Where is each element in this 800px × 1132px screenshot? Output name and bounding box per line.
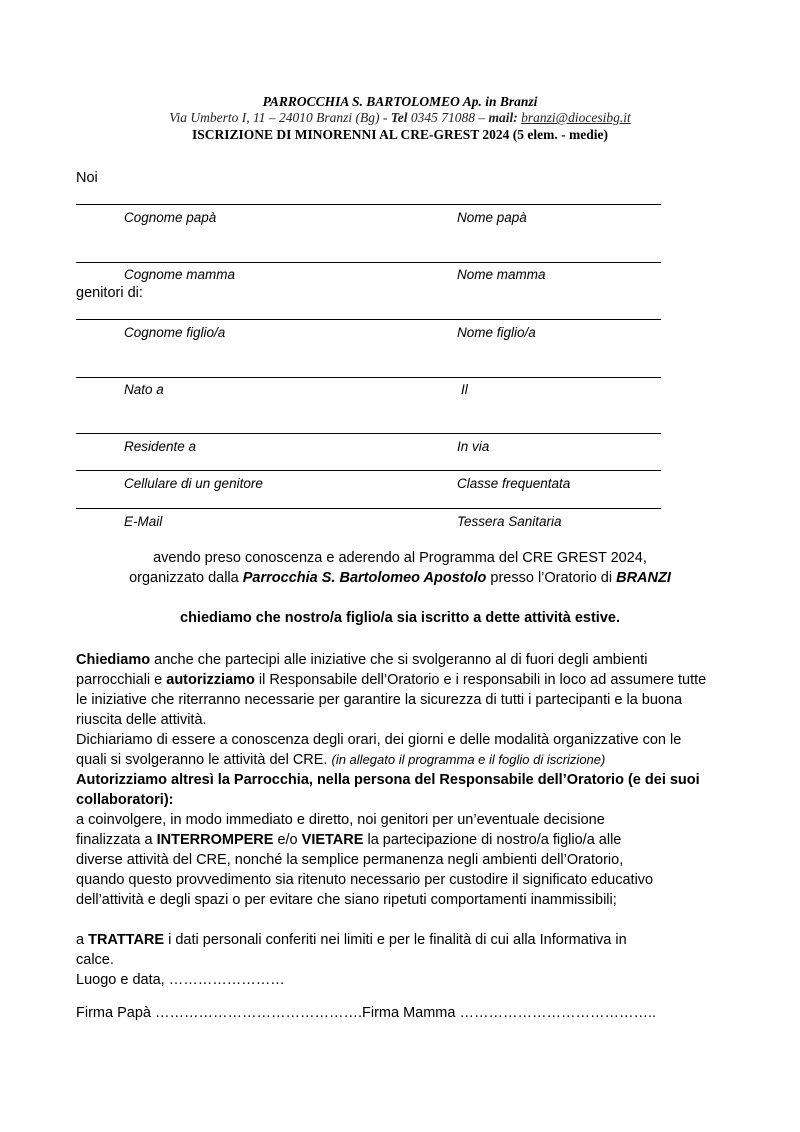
signature-line[interactable]: Firma Papà …………………………………….Firma Mamma ………………………………….. (76, 1005, 657, 1021)
bold-chiediamo: Chiediamo (76, 652, 151, 668)
parish-address (0, 110, 800, 126)
body-span: i dati personali conferiti nei limiti e per le finalità di cui alla Informativa in (164, 932, 627, 948)
input-line-cellulare[interactable] (76, 470, 661, 471)
email-link[interactable]: branzi@diocesibg.it (521, 110, 631, 125)
bold-trattare: TRATTARE (88, 932, 165, 948)
body-line (76, 830, 736, 850)
field-label-cellulare: Cellulare di un genitore (124, 476, 263, 491)
bold-vietare: VIETARE (301, 832, 364, 848)
attachment-note: (in allegato il programma e il foglio di iscrizione) (331, 752, 606, 767)
field-label-tessera: Tessera Sanitaria (457, 514, 562, 529)
field-label-in-via: In via (457, 439, 490, 454)
address-text: Via Umberto I, 11 – 24010 Branzi (Bg) - (169, 110, 391, 125)
place-date-field[interactable]: Luogo e data, …………………… (76, 972, 285, 988)
body-span: la partecipazione di nostro/a figlio/a alle (363, 832, 622, 848)
parish-name: Parrocchia S. Bartolomeo Apostolo (242, 570, 487, 586)
field-label-nato-a: Nato a (124, 382, 164, 397)
request-statement: chiediamo che nostro/a figlio/a sia iscritto a dette attività estive. (180, 610, 620, 626)
input-line-nascita[interactable] (76, 377, 661, 378)
body-span: parrocchiali e (76, 672, 167, 688)
body-line: quando questo provvedimento sia ritenuto necessario per custodire il significato educativo (76, 872, 654, 888)
input-line-papa[interactable] (76, 204, 661, 205)
field-label-residente-a: Residente a (124, 439, 197, 454)
field-label-nome-mamma: Nome mamma (457, 267, 546, 282)
intro-text-c: presso l’Oratorio di (486, 570, 617, 586)
body-span: e/o (273, 832, 302, 848)
body-line: collaboratori): (76, 792, 174, 808)
field-label-cognome-mamma: Cognome mamma (124, 267, 236, 282)
form-subtitle: ISCRIZIONE DI MINORENNI AL CRE-GREST 2024 (5 elem. - medie) (191, 127, 609, 142)
body-line (76, 750, 736, 770)
field-label-cognome-figlio: Cognome figlio/a (124, 325, 226, 340)
body-line: diverse attività del CRE, nonché la semplice permanenza negli ambienti dell’Oratorio, (76, 852, 624, 868)
intro-text-a: organizzato dalla (129, 570, 243, 586)
town-name: BRANZI (616, 570, 671, 586)
body-line: le iniziative che riterranno necessarie per garantire la sicurezza di tutti i partecipanti e la buona (76, 692, 683, 708)
genitori-label: genitori di: (76, 285, 143, 301)
body-span: quali si svolgeranno le attività del CRE. (76, 752, 332, 768)
tel-label: Tel (390, 110, 408, 125)
input-line-residenza[interactable] (76, 433, 661, 434)
intro-line-2 (0, 570, 800, 586)
body-line: Autorizziamo altresì la Parrocchia, nella persona del Responsabile dell’Oratorio (e dei suoi (76, 772, 700, 788)
field-label-classe: Classe frequentata (457, 476, 571, 491)
tel-value: 0345 71088 – (407, 110, 489, 125)
body-line (76, 670, 736, 690)
body-span: finalizzata a (76, 832, 157, 848)
body-text (76, 650, 736, 990)
body-line: calce. (76, 952, 114, 968)
blank-line (76, 910, 736, 930)
body-span: il Responsabile dell’Oratorio e i responsabili in loco ad assumere tutte (254, 672, 707, 688)
input-line-figlio[interactable] (76, 319, 661, 320)
bold-interrompere: INTERROMPERE (156, 832, 274, 848)
field-label-nome-papa: Nome papà (457, 210, 527, 225)
body-line: riuscita delle attività. (76, 712, 207, 728)
mail-label: mail: (488, 110, 518, 125)
noi-label: Noi (76, 170, 98, 186)
field-label-nome-figlio: Nome figlio/a (457, 325, 536, 340)
body-line (76, 650, 736, 670)
field-label-cognome-papa: Cognome papà (124, 210, 217, 225)
body-line: a coinvolgere, in modo immediato e diretto, noi genitori per un’eventuale decisione (76, 812, 605, 828)
body-span: anche che partecipi alle iniziative che si svolgeranno al di fuori degli ambienti (150, 652, 648, 668)
field-label-il: Il (461, 382, 468, 397)
field-label-email: E-Mail (124, 514, 163, 529)
body-line: Dichiariamo di essere a conoscenza degli orari, dei giorni e delle modalità organizzative con le (76, 732, 682, 748)
body-line (76, 930, 736, 950)
body-span: a (76, 932, 89, 948)
input-line-mamma[interactable] (76, 262, 661, 263)
bold-autorizziamo: autorizziamo (166, 672, 255, 688)
input-line-email[interactable] (76, 508, 661, 509)
intro-line-1: avendo preso conoscenza e aderendo al Programma del CRE GREST 2024, (153, 550, 647, 566)
parish-title: PARROCCHIA S. BARTOLOMEO Ap. in Branzi (262, 94, 538, 109)
body-line: dell’attività e degli spazi o per evitare che siano ripetuti comportamenti inammissibili; (76, 892, 617, 908)
